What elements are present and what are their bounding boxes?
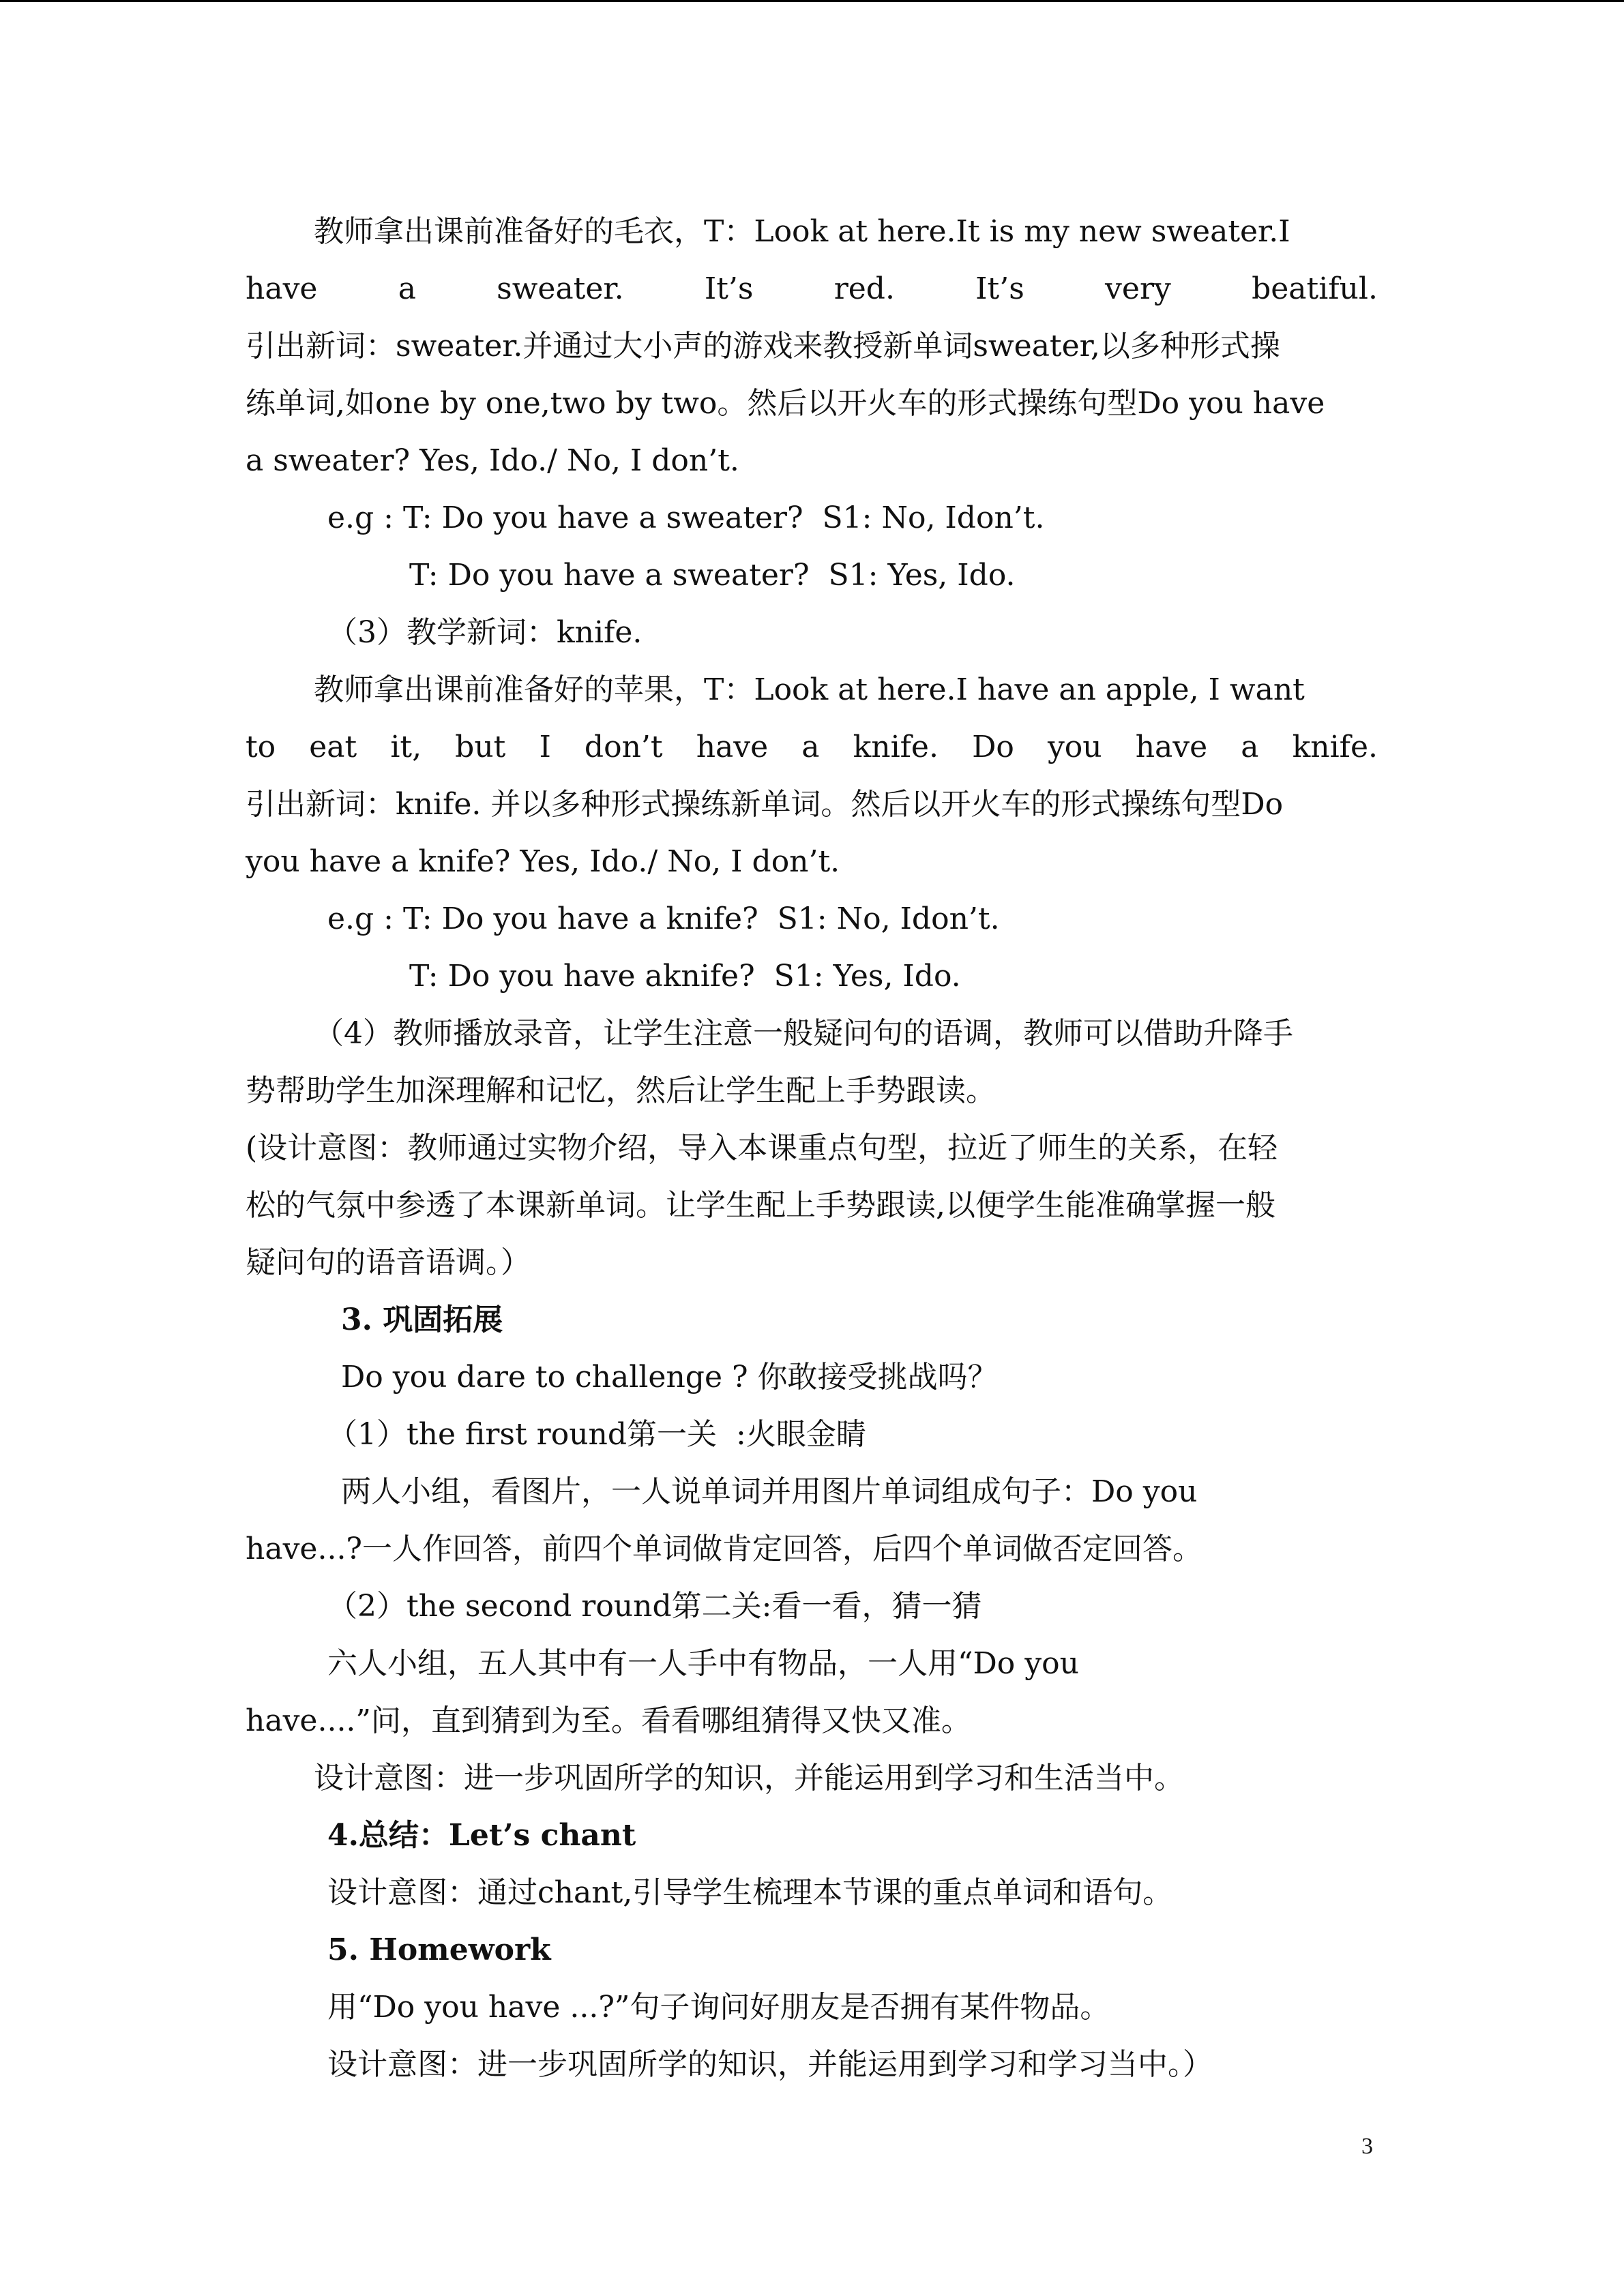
design-intent-line: 疑问句的语音语调。） [246,1245,531,1280]
word: eat [309,730,357,764]
design-intent-line: 设计意图：进一步巩固所学的知识，并能运用到学习和生活当中。 [314,1761,1184,1795]
design-intent-line: (设计意图：教师通过实物介绍，导入本课重点句型，拉近了师生的关系，在轻 [246,1131,1278,1165]
word: have [1135,730,1208,764]
paragraph-line: a sweater? Yes, Ido./ No, I don’t. [246,443,739,478]
page-number: 3 [1361,2134,1373,2159]
paragraph-line: Do you dare to challenge ? 你敢接受挑战吗？ [341,1360,998,1395]
subheading: （1）the first round第一关 :火眼金睛 [327,1417,866,1452]
word: it, [390,730,422,764]
justified-line [246,727,1378,768]
paragraph-line: you have a knife? Yes, Ido./ No, I don’t. [246,844,840,879]
paragraph-line: 六人小组，五人其中有一人手中有物品，一人用“Do you [327,1646,1079,1681]
subheading: （2）the second round第二关:看一看，猜一猜 [327,1589,982,1624]
example-line: T: Do you have a sweater? S1: Yes, Ido. [409,558,1016,593]
word: knife. [853,730,939,764]
top-border [0,0,1624,2]
paragraph-line: 练单词,如one by one,two by two。然后以开火车的形式操练句型Do you have [246,386,1325,421]
section-heading: 4.总结：Let’s chant [327,1818,636,1853]
subheading: （3）教学新词：knife. [327,615,643,650]
section-heading: 5. Homework [327,1933,551,1967]
paragraph-line: 用“Do you have ...?”句子询问好朋友是否拥有某件物品。 [327,1990,1110,2025]
paragraph-line: 引出新词：knife. 并以多种形式操练新单词。然后以开火车的形式操练句型Do [246,787,1284,822]
word: a [398,271,416,306]
design-intent-line: 设计意图：进一步巩固所学的知识，并能运用到学习和学习当中。） [327,2047,1213,2082]
example-line: e.g : T: Do you have a knife? S1: No, Idon’t. [327,901,1000,936]
design-intent-line: 设计意图：通过chant,引导学生梳理本节课的重点单词和语句。 [327,1875,1173,1910]
word: It’s [704,271,754,306]
paragraph-line: 两人小组，看图片，一人说单词并用图片单词组成句子：Do you [341,1474,1198,1509]
paragraph-line: 教师拿出课前准备好的苹果，T：Look at here.I have an apple, I want [314,672,1305,707]
word: to [246,730,276,764]
word: I [539,730,551,764]
word: red. [833,271,895,306]
word: very [1105,271,1171,306]
example-line: T: Do you have aknife? S1: Yes, Ido. [409,959,961,994]
word: sweater. [497,271,624,306]
word: have [246,271,318,306]
paragraph-line: 教师拿出课前准备好的毛衣，T：Look at here.It is my new sweater.I [314,214,1290,249]
paragraph-line: （4）教师播放录音，让学生注意一般疑问句的语调，教师可以借助升降手 [314,1016,1293,1051]
paragraph-line: have...?一人作回答，前四个单词做肯定回答，后四个单词做否定回答。 [246,1532,1203,1566]
example-line: e.g : T: Do you have a sweater? S1: No, Idon’t. [327,501,1045,535]
paragraph-line: 引出新词：sweater.并通过大小声的游戏来教授新单词sweater,以多种形式操 [246,329,1280,363]
word: but [455,730,506,764]
word: don’t [584,730,663,764]
justified-line [246,269,1378,310]
paragraph-line: 势帮助学生加深理解和记忆，然后让学生配上手势跟读。 [246,1073,996,1108]
word: have [696,730,769,764]
word: a [1241,730,1259,764]
design-intent-line: 松的气氛中参透了本课新单词。让学生配上手势跟读,以便学生能准确掌握一般 [246,1188,1275,1223]
paragraph-line: have....”问，直到猜到为至。看看哪组猜得又快又准。 [246,1703,971,1738]
word: knife. [1292,730,1378,764]
word: beatiful. [1252,271,1378,306]
section-heading: 3. 巩固拓展 [341,1302,503,1337]
word: you [1047,730,1102,764]
word: It’s [975,271,1024,306]
word: a [801,730,820,764]
word: Do [972,730,1014,764]
